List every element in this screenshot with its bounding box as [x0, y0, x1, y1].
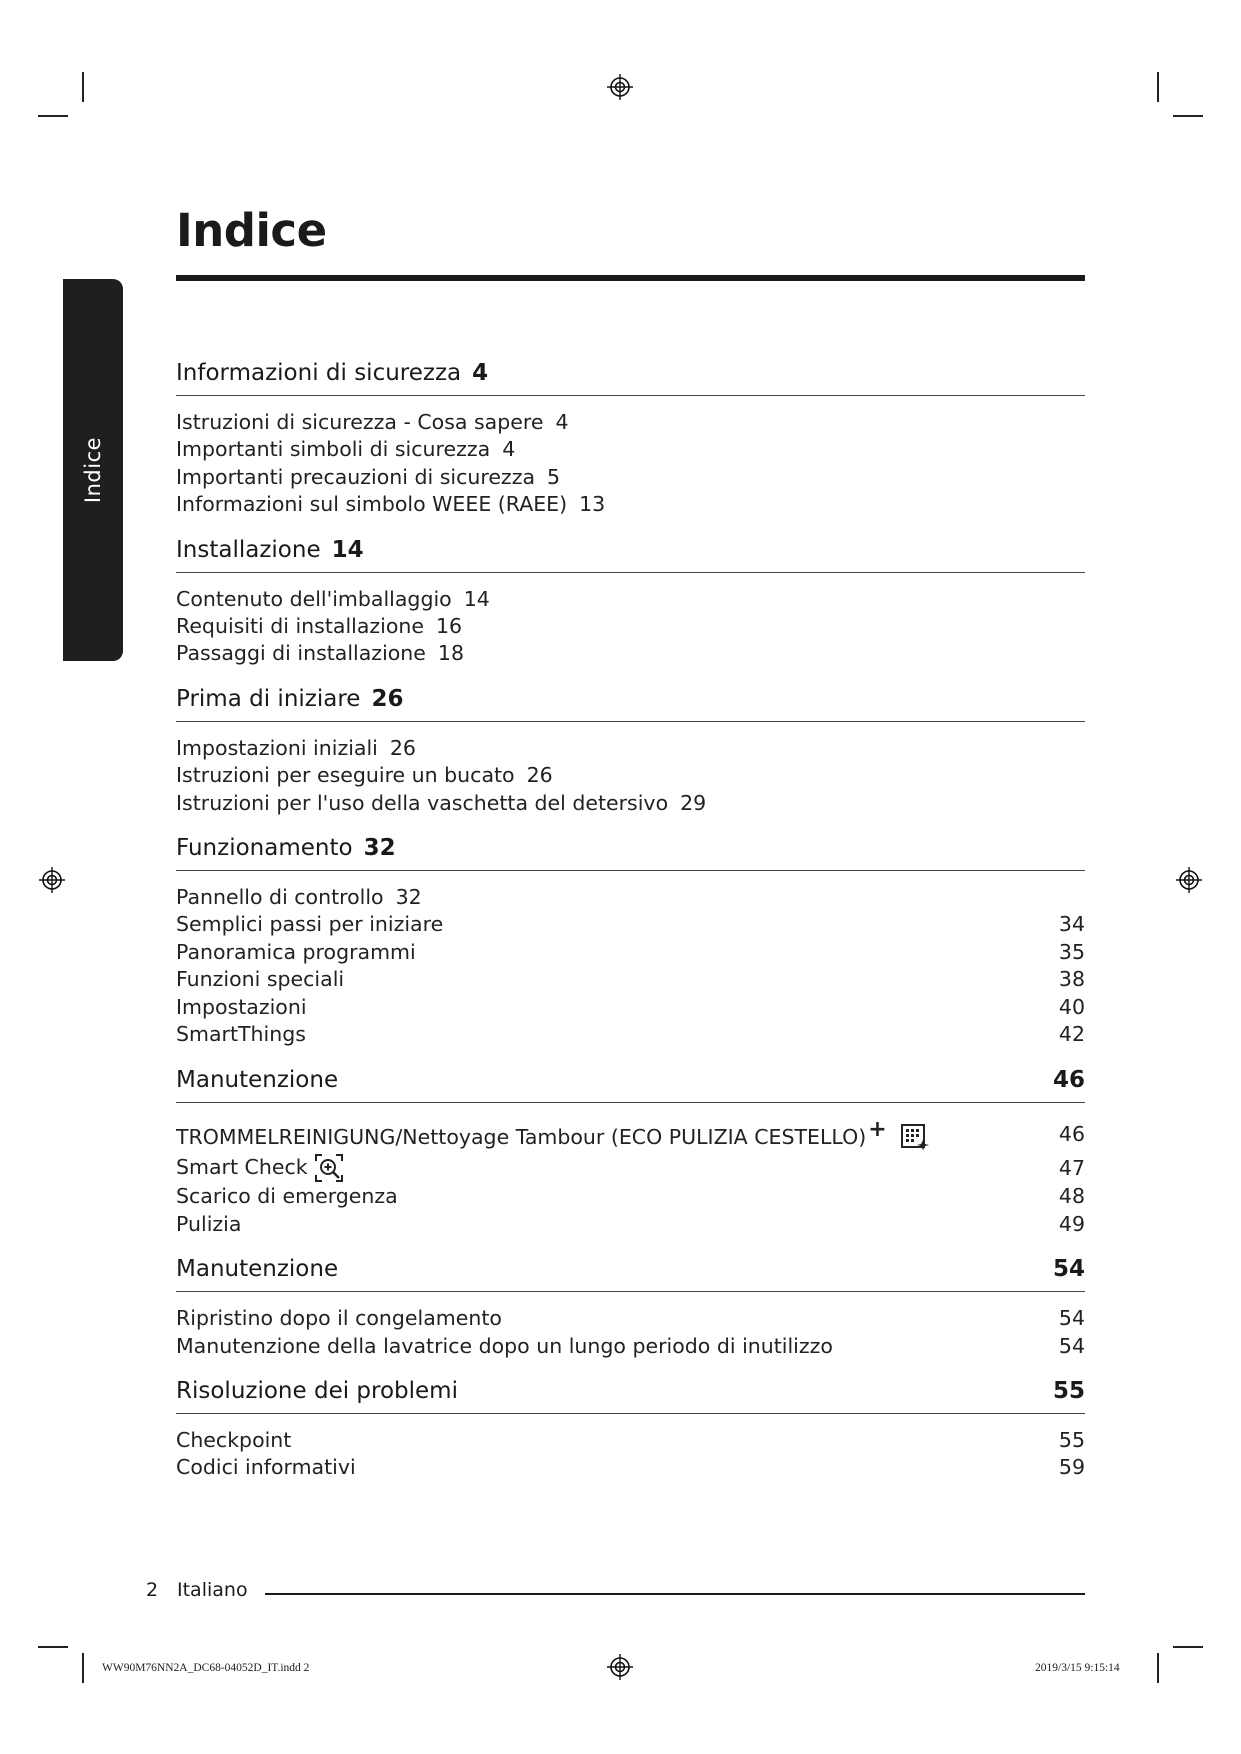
- toc-entry-page: 59: [1058, 1455, 1085, 1480]
- toc-entry-label: Informazioni sul simbolo WEEE (RAEE): [176, 492, 568, 517]
- toc-entry-label: Istruzioni per l'uso della vaschetta del detersivo: [176, 790, 669, 815]
- slug-filename: WW90M76NN2A_DC68-04052D_IT.indd 2: [102, 1662, 310, 1674]
- toc-entry-text: [176, 1183, 398, 1210]
- toc-entry-text: [176, 1116, 931, 1154]
- toc-section-header[interactable]: [176, 1253, 1085, 1292]
- table-of-contents: [176, 357, 1085, 1497]
- crop-mark: [82, 72, 84, 102]
- footer-rule: [265, 1593, 1085, 1595]
- toc-entry-label: Istruzioni di sicurezza - Cosa sapere: [176, 410, 544, 434]
- toc-entry-page: 34: [1058, 912, 1085, 937]
- toc-entry-page: 14: [463, 586, 490, 611]
- toc-entry[interactable]: [176, 613, 1085, 640]
- toc-entry-text: [176, 409, 568, 436]
- toc-entry-label: Ripristino dopo il congelamento: [176, 1306, 502, 1331]
- footer-page-number: 2: [146, 1579, 159, 1601]
- toc-entry-label: Codici informativi: [176, 1455, 356, 1480]
- toc-entry-text: [176, 790, 706, 817]
- toc-entry-text: [176, 1427, 291, 1454]
- section-page-number: 46: [1052, 1066, 1085, 1093]
- toc-entry-text: [176, 613, 462, 640]
- section-title: Informazioni di sicurezza: [176, 360, 462, 386]
- section-title: Installazione: [176, 536, 321, 563]
- toc-entry-page: 47: [1058, 1155, 1085, 1180]
- toc-section: [176, 1375, 1085, 1482]
- toc-section: [176, 1064, 1085, 1239]
- toc-entry-page: 26: [389, 735, 416, 760]
- registration-mark-icon: [607, 74, 633, 100]
- toc-entry-text: [176, 884, 422, 911]
- title-rule: [176, 275, 1085, 281]
- toc-entry-label: Smart Check: [176, 1155, 308, 1180]
- toc-section: [176, 832, 1085, 1048]
- toc-section: [176, 1253, 1085, 1360]
- toc-entry-label: Manutenzione della lavatrice dopo un lungo periodo di inutilizzo: [176, 1333, 833, 1358]
- toc-entry[interactable]: [176, 586, 1085, 613]
- toc-entry[interactable]: [176, 1427, 1085, 1454]
- section-page-number: 14: [331, 536, 364, 563]
- toc-entry-label: Panoramica programmi: [176, 939, 416, 964]
- crop-mark: [38, 115, 68, 117]
- toc-entry-text: [176, 1454, 356, 1481]
- side-tab-label: Indice: [81, 436, 105, 504]
- toc-entry-page: 4: [502, 437, 516, 462]
- section-page-number: 32: [363, 835, 396, 862]
- section-title: Risoluzione dei problemi: [176, 1377, 458, 1404]
- toc-entry-text: [176, 994, 307, 1021]
- toc-entry-page: 4: [555, 410, 569, 434]
- toc-entry[interactable]: [176, 1454, 1085, 1481]
- toc-entry-text: [176, 735, 416, 762]
- toc-entry-page: 54: [1058, 1306, 1085, 1331]
- toc-entry-label: Funzioni speciali: [176, 967, 345, 992]
- toc-entry[interactable]: [176, 1183, 1085, 1210]
- crop-mark: [38, 1646, 68, 1648]
- toc-entry-label: Impostazioni iniziali: [176, 735, 378, 760]
- toc-entry-text: [176, 911, 443, 938]
- toc-entry-page: 46: [1058, 1121, 1085, 1146]
- toc-entry-label: Importanti simboli di sicurezza: [176, 437, 491, 462]
- toc-entry-text: [176, 966, 344, 993]
- toc-section-header[interactable]: [176, 832, 1085, 871]
- toc-entry-label: Importanti precauzioni di sicurezza: [176, 464, 536, 489]
- crop-mark: [1173, 115, 1203, 117]
- toc-entry-text: [176, 491, 605, 518]
- toc-section: [176, 534, 1085, 668]
- toc-section: [176, 357, 1085, 519]
- section-page-number: 4: [472, 360, 489, 386]
- section-title: Manutenzione: [176, 1066, 339, 1093]
- toc-entry-label: Pannello di controllo: [176, 885, 384, 910]
- toc-entry-text: [176, 586, 490, 613]
- toc-entry-text: [176, 464, 560, 491]
- toc-entry[interactable]: [176, 762, 1085, 789]
- toc-entry-text: [176, 762, 553, 789]
- toc-entry-page: 32: [395, 885, 422, 910]
- toc-entry-text: [176, 1333, 833, 1360]
- toc-entry[interactable]: [176, 735, 1085, 762]
- toc-entry[interactable]: [176, 640, 1085, 667]
- toc-entry-page: 42: [1058, 1022, 1085, 1047]
- section-page-number: 55: [1052, 1377, 1085, 1404]
- toc-entry-label: Requisiti di installazione: [176, 614, 425, 639]
- toc-entry-page: 5: [547, 464, 561, 489]
- page-title: Indice: [176, 204, 327, 257]
- toc-entry-page: 38: [1058, 967, 1085, 992]
- toc-section-header[interactable]: [176, 357, 1085, 396]
- toc-entry-page: 48: [1058, 1184, 1085, 1209]
- toc-entry[interactable]: [176, 436, 1085, 463]
- toc-entry[interactable]: [176, 1116, 1085, 1154]
- toc-section-header[interactable]: [176, 683, 1085, 722]
- toc-section-header[interactable]: [176, 534, 1085, 573]
- drum-clean-icon: +: [866, 1124, 930, 1148]
- toc-entry-text: [176, 436, 515, 463]
- toc-entry-page: 54: [1058, 1333, 1085, 1358]
- toc-entry[interactable]: [176, 790, 1085, 817]
- toc-entry-label: Passaggi di installazione: [176, 641, 426, 666]
- crop-mark: [1157, 72, 1159, 102]
- toc-entry-page: 55: [1058, 1427, 1085, 1452]
- toc-entry-label: Impostazioni: [176, 994, 307, 1019]
- slug-datetime: 2019/3/15 9:15:14: [1035, 1662, 1120, 1674]
- toc-entry-label: Contenuto dell'imballaggio: [176, 586, 452, 611]
- section-title: Prima di iniziare: [176, 685, 361, 712]
- toc-entry[interactable]: [176, 884, 1085, 911]
- toc-entry-text: [176, 1211, 241, 1238]
- toc-entry-page: 35: [1058, 939, 1085, 964]
- toc-entry[interactable]: [176, 464, 1085, 491]
- toc-entry[interactable]: [176, 911, 1085, 938]
- toc-entry-label: Istruzioni per eseguire un bucato: [176, 763, 515, 788]
- toc-entry-page: 18: [437, 641, 465, 666]
- toc-section-header[interactable]: [176, 1064, 1085, 1103]
- toc-entry[interactable]: [176, 1211, 1085, 1238]
- toc-entry[interactable]: [176, 966, 1085, 993]
- toc-entry-text: [176, 1153, 344, 1183]
- section-title: Manutenzione: [176, 1256, 339, 1283]
- smart-check-icon: [308, 1155, 344, 1179]
- toc-entry-page: 13: [579, 492, 606, 517]
- toc-entry-label: Pulizia: [176, 1211, 242, 1236]
- registration-mark-icon: [39, 867, 65, 893]
- toc-entry-label: TROMMELREINIGUNG/Nettoyage Tambour (ECO PULIZIA CESTELLO): [176, 1124, 867, 1149]
- toc-entry-page: 29: [680, 790, 707, 815]
- section-title: Funzionamento: [176, 835, 353, 862]
- footer-language: Italiano: [177, 1579, 248, 1601]
- section-page-number: 54: [1052, 1256, 1085, 1283]
- toc-entry-label: SmartThings: [176, 1022, 306, 1047]
- toc-entry[interactable]: [176, 409, 1085, 436]
- toc-entry[interactable]: [176, 1153, 1085, 1183]
- toc-entry-page: 26: [526, 763, 553, 788]
- toc-entry-text: [176, 1021, 306, 1048]
- toc-entry-text: [176, 939, 416, 966]
- crop-mark: [82, 1653, 84, 1683]
- toc-entry-page: 16: [436, 614, 463, 639]
- crop-mark: [1157, 1653, 1159, 1683]
- toc-entry[interactable]: [176, 939, 1085, 966]
- toc-section-header[interactable]: [176, 1375, 1085, 1414]
- toc-entry-label: Scarico di emergenza: [176, 1184, 398, 1209]
- side-chapter-tab: [63, 279, 123, 661]
- toc-entry-text: [176, 640, 464, 667]
- toc-entry[interactable]: [176, 1305, 1085, 1332]
- toc-entry[interactable]: [176, 1021, 1085, 1048]
- toc-entry-page: 49: [1058, 1211, 1085, 1236]
- section-page-number: 26: [371, 685, 404, 712]
- toc-entry[interactable]: [176, 1333, 1085, 1360]
- toc-entry[interactable]: [176, 994, 1085, 1021]
- toc-entry-label: Semplici passi per iniziare: [176, 912, 444, 937]
- toc-entry-page: 40: [1058, 994, 1085, 1019]
- crop-mark: [1173, 1646, 1203, 1648]
- registration-mark-icon: [1176, 867, 1202, 893]
- registration-mark-icon: [607, 1654, 633, 1680]
- toc-entry-label: Checkpoint: [176, 1427, 292, 1452]
- toc-entry-text: [176, 1305, 502, 1332]
- toc-entry[interactable]: [176, 491, 1085, 518]
- toc-section: [176, 683, 1085, 817]
